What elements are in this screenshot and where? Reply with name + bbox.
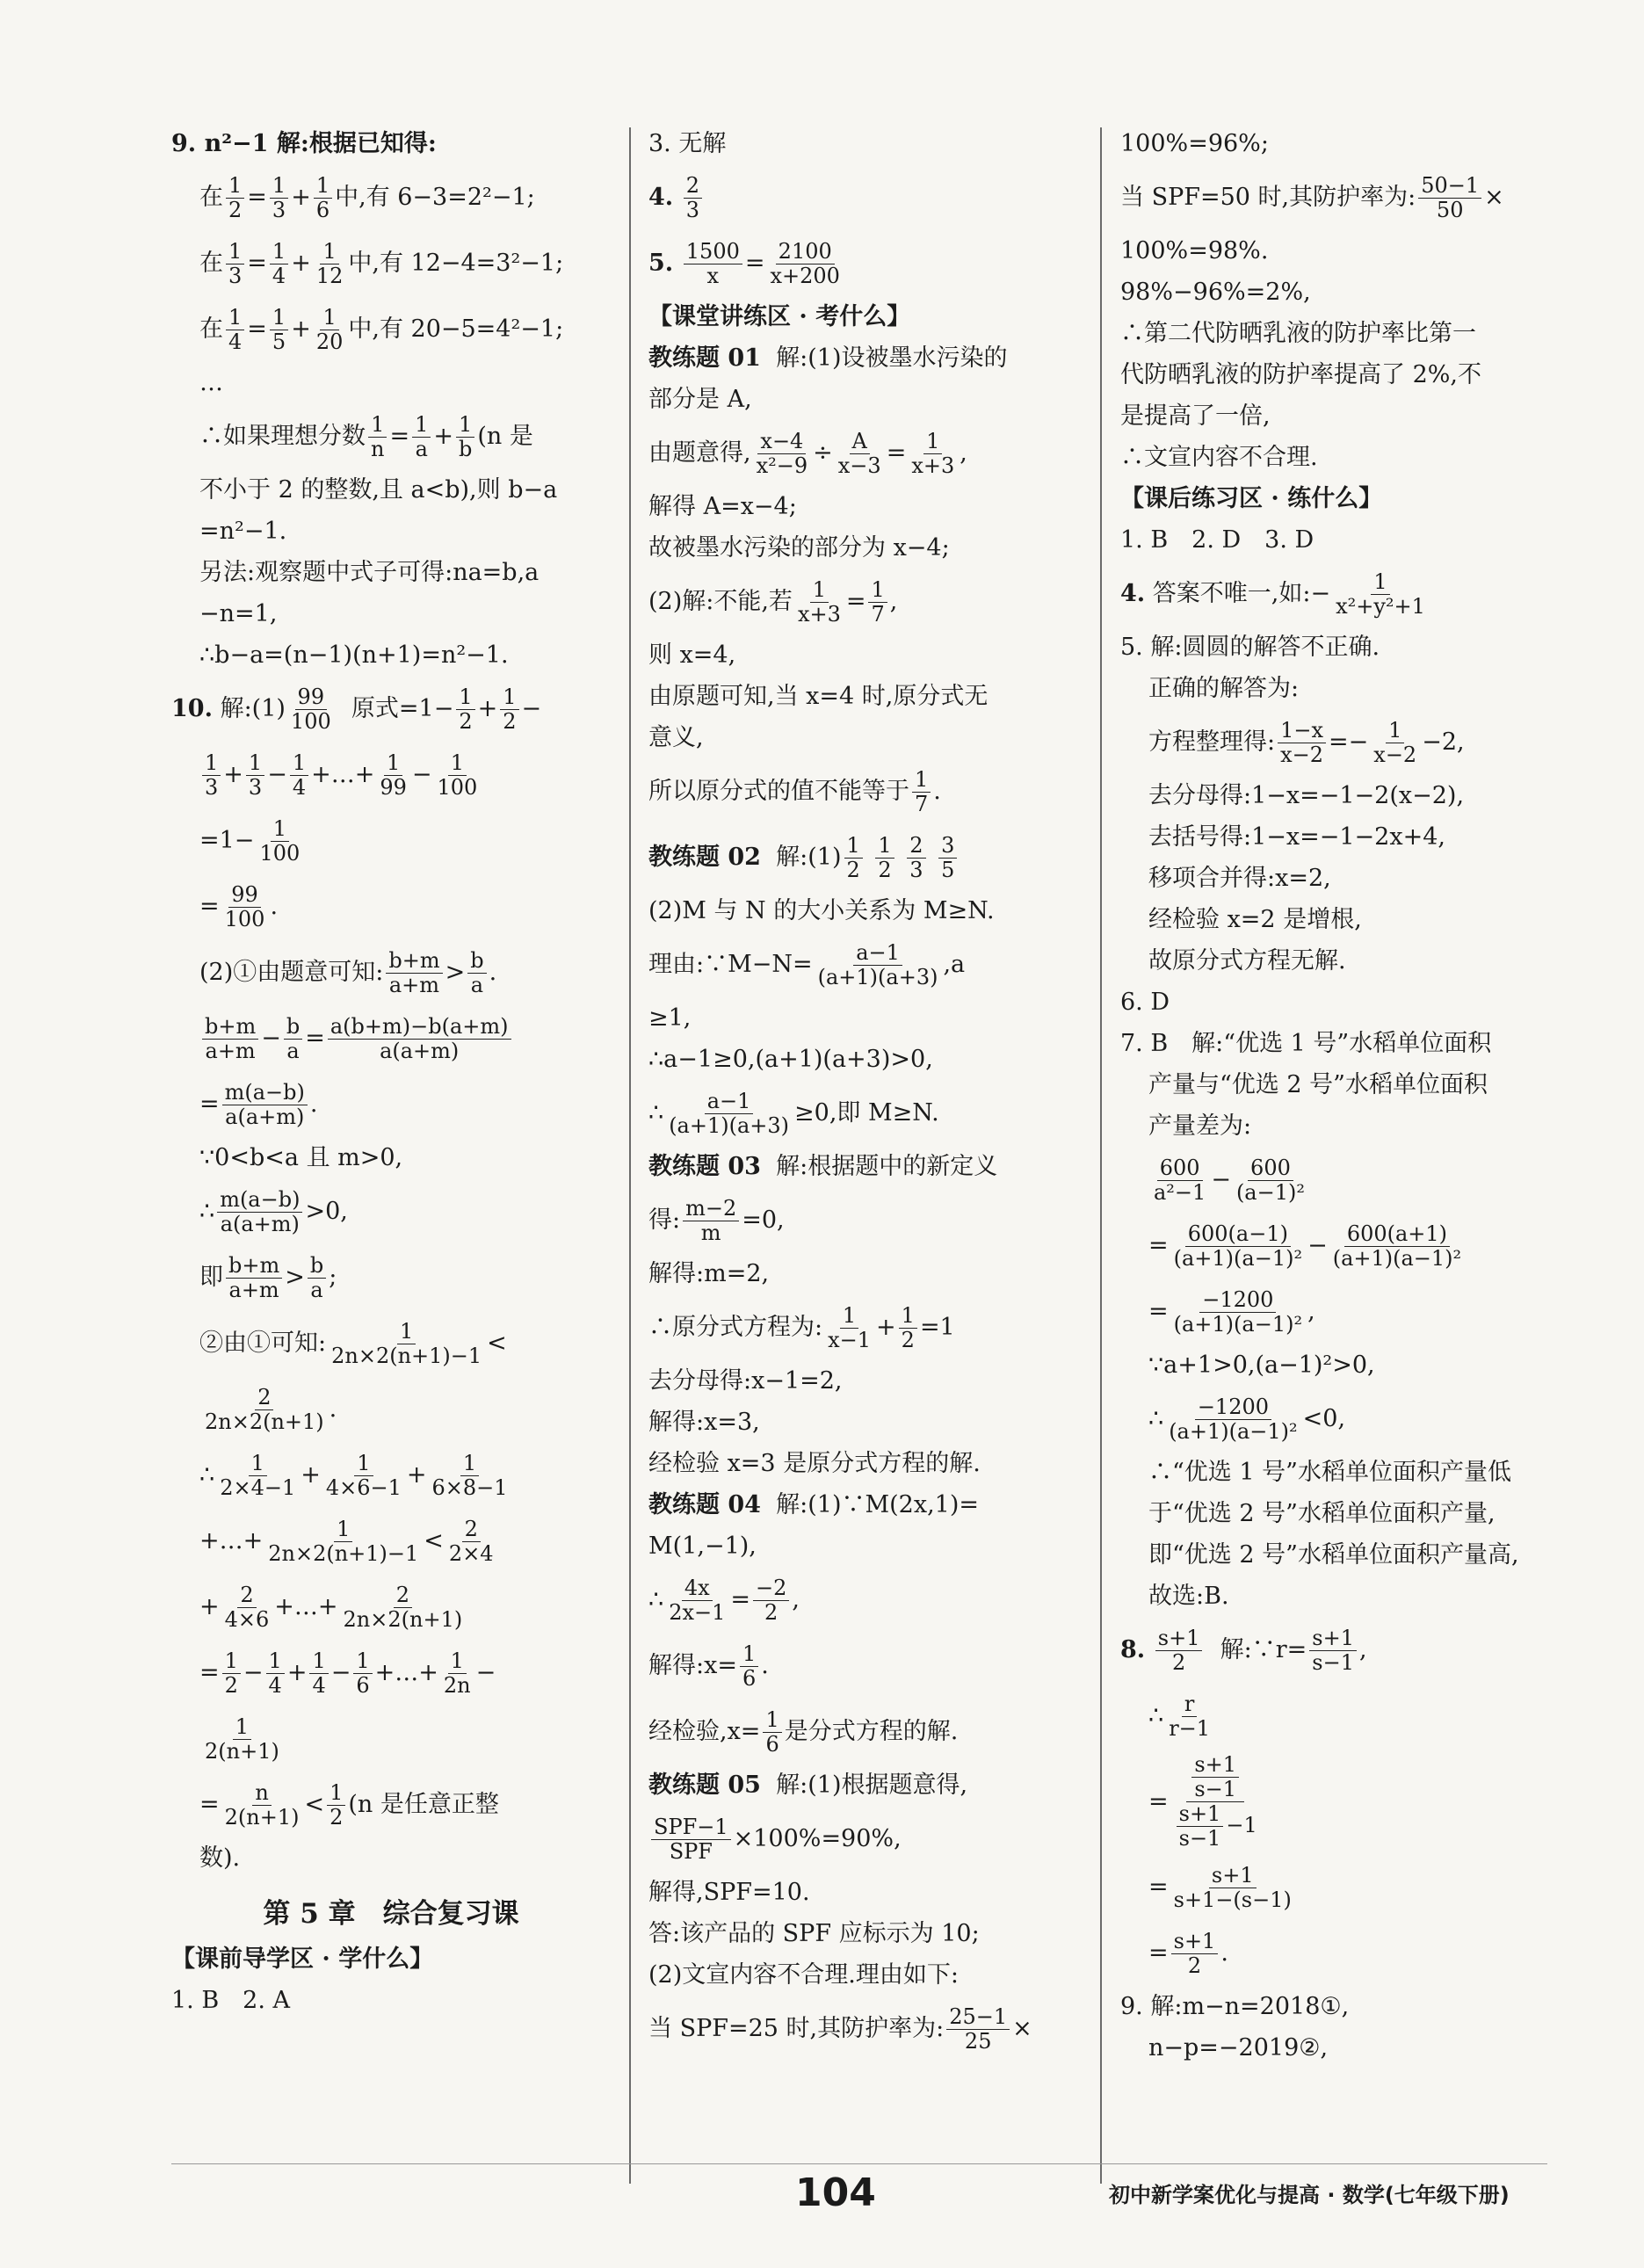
line: ∴“优选 1 号”水稻单位面积产量低 [1148, 1459, 1511, 1486]
line: 当 SPF=50 时,其防护率为: $\frac{50-1}{50}$ × [1120, 172, 1504, 222]
line: 正确的解答为: [1148, 675, 1300, 702]
line: = $\frac{m(a-b)}{a(a+m)}$ . [199, 1079, 318, 1129]
line: 100%=98%. [1120, 237, 1269, 264]
line: 产量差为: [1148, 1112, 1252, 1140]
line: 于“优选 2 号”水稻单位面积产量, [1148, 1500, 1496, 1527]
line: (2)文宣内容不合理.理由如下: [648, 1961, 959, 1989]
line: + $\frac{2}{4\times 6}$ +…+ $\frac{2}{2n\times 2(n+1)}$ [199, 1582, 463, 1632]
line: ∴b−a=(n−1)(n+1)=n²−1. [199, 641, 509, 669]
line: 解得 A=x−4; [648, 493, 797, 520]
line: 1. B 2. A [171, 1987, 291, 2014]
line: M(1,−1), [648, 1533, 757, 1560]
line: = $\frac{s+1}{s+1-(s-1)}$ [1148, 1862, 1292, 1912]
problem-9-title: 9. n²−1 解:根据已知得: [171, 130, 437, 157]
line: 100%=96%; [1120, 130, 1269, 157]
book-title: 初中新学案优化与提高 · 数学(七年级下册) [1109, 2183, 1510, 2207]
line: = $\frac{s+1}{s-1}$ $\frac{s+1}{s-1}$ −1 [1148, 1752, 1257, 1851]
line: $\frac{\text{SPF−1}}{\text{SPF}}$ ×100%=90%, [648, 1810, 1079, 1868]
line: ∴ $\frac{m(a-b)}{a(a+m)}$ >0, [199, 1186, 348, 1236]
line: 当 SPF=25 时,其防护率为: $\frac{25-1}{25}$ × [648, 2004, 1032, 2054]
line: 所以原分式的值不能等于 $\frac{1}{7}$ . [648, 766, 941, 816]
line: +…+ $\frac{1}{2n\times 2(n+1)-1}$ < $\frac{2}{2\times 4}$ [199, 1516, 494, 1566]
section-heading: 【课堂讲练区 · 考什么】 [648, 303, 911, 330]
line: 教练题 05 解:(1)根据题意得, [648, 1772, 968, 1799]
line: = $\frac{-1200}{\text{(a+1)(a−1)²}}$ , [1148, 1286, 1315, 1337]
line: (2)M 与 N 的大小关系为 M≥N. [648, 897, 995, 924]
page-number: 104 [795, 2170, 876, 2215]
line: ∴文宣内容不合理. [1120, 444, 1318, 471]
line: =n²−1. [199, 518, 287, 545]
line: 经检验 x=2 是增根, [1148, 906, 1362, 933]
line: ∴ $\frac{-1200}{\text{(a+1)(a−1)²}}$ <0, [1148, 1394, 1346, 1444]
line: 8. $\frac{s+1}{2}$ 解:∵r= $\frac{s+1}{s-1}$ , [1120, 1625, 1367, 1675]
column-left [171, 127, 611, 2025]
line: ∴a−1≥0,(a+1)(a+3)>0, [648, 1046, 933, 1073]
line: 方程整理得: $\frac{1-x}{x-2}$ =− $\frac{1}{x-2}$ −2, [1148, 717, 1465, 767]
line: 是提高了一倍, [1120, 402, 1271, 430]
line: ∴如果理想分数 $\frac{1}{n}$ = $\frac{1}{a}$ + $\frac{1}{b}$ (n 是 [199, 411, 533, 461]
line: =1− $\frac{1}{100}$ [199, 815, 301, 866]
line: 数). [199, 1844, 241, 1872]
line: n−p=−2019②, [1148, 2034, 1329, 2061]
line: −n=1, [199, 600, 278, 627]
line: 移项合并得:x=2, [1148, 865, 1331, 892]
line: ∴原分式方程为: $\frac{1}{x-1}$ + $\frac{1}{2}$ =1 [648, 1302, 955, 1352]
line: 答:该产品的 SPF 应标示为 10; [648, 1920, 980, 1947]
line: = $\frac{99}{100}$ . [199, 881, 279, 931]
line: ∴ $\frac{a-1}{(a+1)(a+3)}$ ≥0,即 M≥N. [648, 1088, 939, 1138]
line: 经检验,x= $\frac{1}{6}$ 是分式方程的解. [648, 1706, 959, 1757]
line: 解得,SPF=10. [648, 1879, 810, 1906]
line: 由题意得, $\frac{x-4}{\text{x²−9}}$ ÷ $\frac{A}{x-3}$ = $\frac{1}{x+3}$ , [648, 428, 967, 478]
line: 4. 答案不唯一,如:− $\frac{1}{\text{x²+y²+1}}$ [1120, 569, 1425, 619]
line: 3. 无解 [648, 130, 727, 157]
line: 教练题 02 解:(1) $\frac{1}{2}$ $\frac{1}{2}$ $\frac{2}{3}$ $\frac{3}{5}$ [648, 829, 1079, 887]
line: 在 $\frac{1}{4}$ = $\frac{1}{5}$ + $\frac{1}{20}$ 中,有 20−5=4²−1; [199, 304, 564, 354]
line: 在 $\frac{1}{3}$ = $\frac{1}{4}$ + $\frac{1}{12}$ 中,有 12−4=3²−1; [199, 238, 564, 288]
line: $\frac{b+m}{a+m}$ − $\frac{b}{a}$ = $\frac{a(b+m)-b(a+m)}{a(a+m)}$ [171, 1010, 611, 1068]
line: 另法:观察题中式子可得:na=b,a [199, 559, 540, 586]
line: 6. D [1120, 989, 1170, 1016]
line: 5. 解:圆圆的解答不正确. [1120, 634, 1380, 661]
chapter-title: 第 5 章 综合复习课 [263, 1898, 519, 1930]
line: 不小于 2 的整数,且 a<b),则 b−a [199, 476, 558, 504]
line: 去括号得:1−x=−1−2x+4, [1148, 823, 1445, 851]
line: ≥1, [648, 1004, 692, 1032]
line: 即 $\frac{b+m}{a+m}$ > $\frac{b}{a}$ ; [199, 1252, 337, 1302]
line: 在 $\frac{1}{2}$ = $\frac{1}{3}$ + $\frac{1}{6}$ 中,有 6−3=2²−1; [199, 172, 535, 222]
line: $\frac{2}{2n\times 2(n+1)}$ . [205, 1384, 337, 1434]
line: 故被墨水污染的部分为 x−4; [648, 534, 950, 562]
line: 得: $\frac{m-2}{m}$ =0, [648, 1195, 785, 1245]
line: ∵0<b<a 且 m>0, [199, 1144, 403, 1171]
line: = $\frac{n}{2(n+1)}$ < $\frac{1}{2}$ (n 是任意正整 [199, 1779, 499, 1830]
line: 教练题 03 解:根据题中的新定义 [648, 1153, 998, 1180]
footer-rule [171, 2163, 1547, 2164]
line: 代防晒乳液的防护率提高了 2%,不 [1120, 361, 1481, 388]
line: 部分是 A, [648, 386, 752, 413]
line: $\frac{1}{3}$ + $\frac{1}{3}$ − $\frac{1}{4}$ +…+ $\frac{1}{99}$ − $\frac{1}{100}$ [171, 746, 611, 804]
line: 98%−96%=2%, [1120, 279, 1311, 306]
line: 去分母得:1−x=−1−2(x−2), [1148, 782, 1465, 809]
line: ∵a+1>0,(a−1)²>0, [1148, 1351, 1375, 1379]
line: 由原题可知,当 x=4 时,原分式无 [648, 683, 989, 710]
line: 去分母得:x−1=2, [648, 1367, 843, 1395]
line: 即“优选 2 号”水稻单位面积产量高, [1148, 1541, 1519, 1569]
line: ∴ $\frac{1}{2\times 4-1}$ + $\frac{1}{4\times 6-1}$ + $\frac{1}{6\times 8-1}$ [199, 1450, 508, 1500]
line: ∴ $\frac{r}{r-1}$ [1148, 1691, 1211, 1741]
line: $\frac{600}{\text{a²−1}}$ − $\frac{600}{\text{(a−1)²}}$ [1154, 1155, 1305, 1205]
line: 1. B 2. D 3. D [1120, 526, 1314, 554]
line: 故选:B. [1148, 1583, 1229, 1610]
column-divider [629, 127, 631, 2184]
line: 解得:x= $\frac{1}{6}$ . [648, 1641, 769, 1691]
line: 经检验 x=3 是原分式方程的解. [648, 1450, 981, 1477]
line: $\frac{1}{2(n+1)}$ [205, 1714, 279, 1764]
line: 7. B 解:“优选 1 号”水稻单位面积 [1120, 1030, 1492, 1057]
line: 理由:∵M−N= $\frac{a-1}{(a+1)(a+3)}$ ,a [648, 939, 966, 989]
line: ∴ $\frac{4x}{2x-1}$ = $\frac{-2}{2}$ , [648, 1575, 800, 1625]
line: 解得:x=3, [648, 1409, 760, 1436]
line: 意义, [648, 724, 704, 751]
line: ②由①可知: $\frac{1}{2n\times 2(n+1)-1}$ < [199, 1318, 507, 1368]
column-middle [648, 127, 1079, 2066]
line: 4. $\frac{2}{3}$ [648, 169, 1079, 227]
line: 5. $\frac{1500}{x}$ = $\frac{2100}{x+200}$ [648, 238, 840, 288]
line: = $\frac{s+1}{2}$ . [1148, 1928, 1228, 1978]
section-heading: 【课前导学区 · 学什么】 [171, 1946, 434, 1973]
line: 教练题 04 解:(1)∵M(2x,1)= [648, 1491, 980, 1518]
line: 教练题 01 解:(1)设被墨水污染的 [648, 344, 1008, 372]
section-heading: 【课后练习区 · 练什么】 [1120, 485, 1383, 512]
problem-10-title: 10. 解:(1) $\frac{99}{100}$ 原式=1− $\frac{1}{2}$ + $\frac{1}{2}$ − [171, 684, 542, 734]
column-right [1120, 127, 1533, 2073]
line: (2)①由题意可知: $\frac{b+m}{a+m}$ > $\frac{b}{a}$ . [199, 947, 497, 997]
line: ∴第二代防晒乳液的防护率比第一 [1120, 320, 1476, 347]
line: … [199, 369, 223, 396]
line: 故原分式方程无解. [1148, 947, 1346, 975]
column-divider [1100, 127, 1102, 2184]
line: = $\frac{1}{2}$ − $\frac{1}{4}$ + $\frac{1}{4}$ − $\frac{1}{6}$ +…+ $\frac{1}{2n}$ − [199, 1648, 496, 1698]
line: 解得:m=2, [648, 1260, 770, 1287]
line: 产量与“优选 2 号”水稻单位面积 [1148, 1071, 1488, 1098]
line: 9. 解:m−n=2018①, [1120, 1993, 1350, 2020]
line: = $\frac{600(a-1)}{\text{(a+1)(a−1)²}}$ − $\frac{600(a+1)}{\text{(a+1)(a−1)²}}$ [1148, 1221, 1462, 1271]
line: (2)解:不能,若 $\frac{1}{x+3}$ = $\frac{1}{7}$ , [648, 576, 898, 627]
line: 则 x=4, [648, 641, 736, 669]
